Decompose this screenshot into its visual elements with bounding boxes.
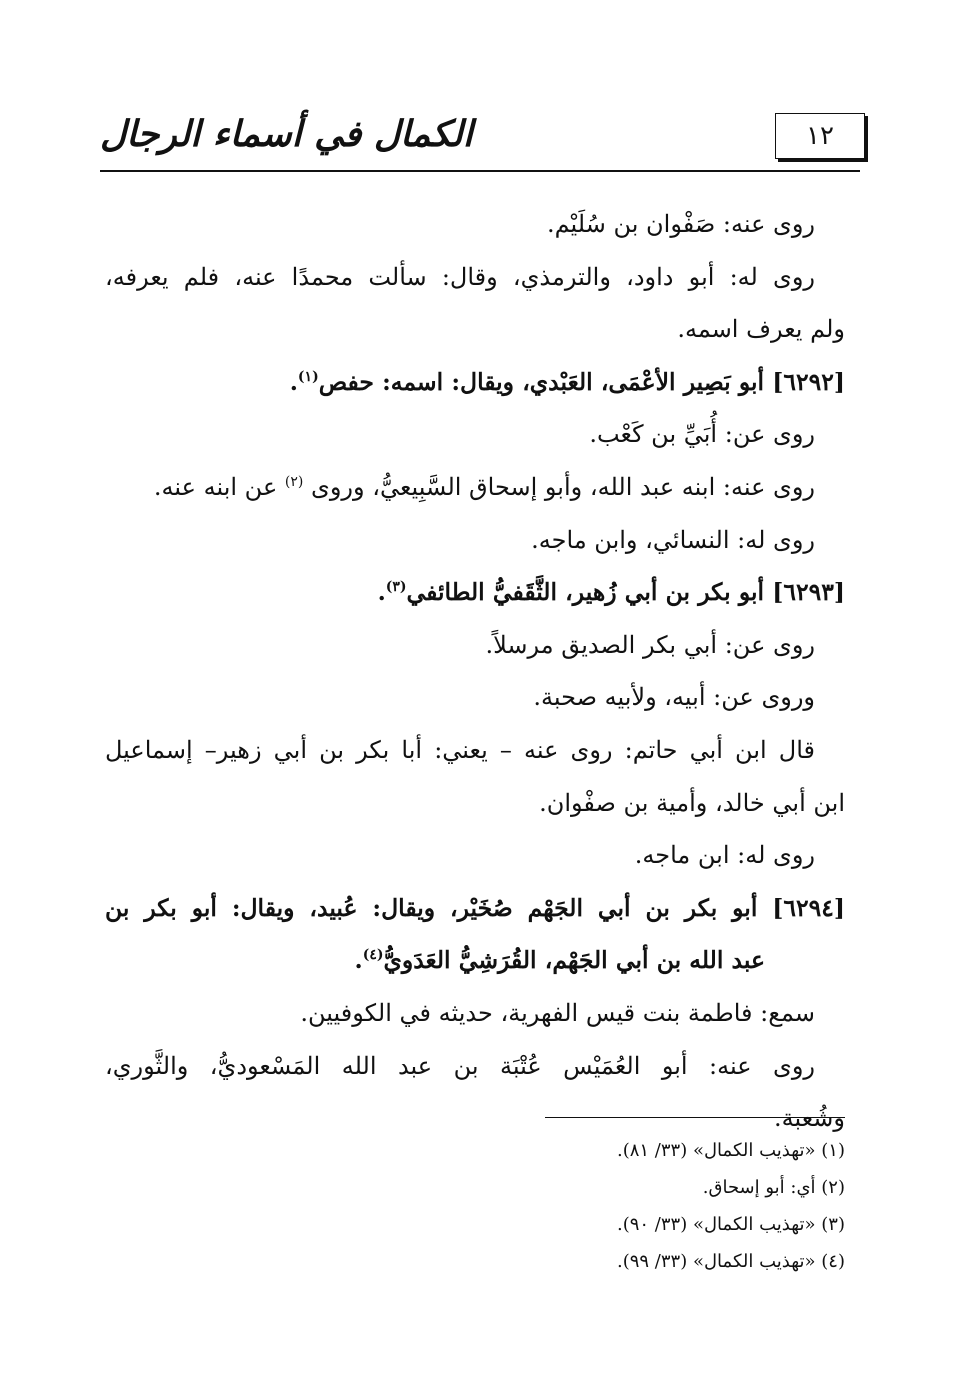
entry-heading-6294-cont [105, 934, 845, 987]
entry-heading-6294: [٦٢٩٤] أبو بكر بن أبي الجَهْم صُخَيْر، ويقال: عُبيد، ويقال: أبو بكر بن [105, 893, 845, 922]
text-line: ابن أبي خالد، وأمية بن صفْوان. [539, 788, 845, 817]
page-number: ١٢ [806, 121, 834, 151]
text-line: روى له: النسائي، وابن ماجه. [531, 525, 815, 554]
entry-heading-6292 [105, 356, 845, 409]
period: . [289, 367, 298, 396]
period: . [354, 946, 363, 975]
text-line: روى عنه: أبو العُمَيْس عُتْبَة بن عبد الله المَسْعوديُّ، والثَّوري، [105, 1051, 815, 1080]
book-title: الكمال في أسماء الرجال [100, 113, 473, 155]
text-line: روى عن: أبي بكر الصديق مرسلاً. [485, 630, 815, 659]
footnote-rule [545, 1117, 845, 1118]
text-line: وشُعبة. [773, 1104, 845, 1133]
text-line: سمع: فاطمة بنت قيس الفهرية، حديثه في الكوفيين. [300, 998, 815, 1027]
page-number-box [775, 113, 865, 159]
entry-heading-6293 [105, 566, 845, 619]
footnote: (١) «تهذيب الكمال» (٣٣/ ٨١). [616, 1140, 845, 1161]
header-rule [100, 170, 860, 172]
text-line: وروى عن: أبيه، ولأبيه صحبة. [533, 683, 815, 712]
text-line: روى له: أبو داود، والترمذي، وقال: سألت محمدًا عنه، فلم يعرفه، [105, 262, 815, 291]
text-segment: عن ابنه عنه. [153, 472, 278, 501]
entry-heading-text: [٦٢٩٢] أبو بَصِير الأعْمَى، العَبْدي، ويقال: اسمه: حفص [318, 367, 845, 396]
footnote-ref-3: (٣) [385, 579, 407, 596]
entry-heading-text: [٦٢٩٣] أبو بكر بن أبي زُهير، الثَّقَفيُّ الطائفي [406, 578, 845, 607]
entry-heading-text: عبد الله بن أبي الجَهْم، القُرَشِيُّ العَدَويُّ [383, 946, 765, 975]
footnote: (٤) «تهذيب الكمال» (٣٣/ ٩٩). [616, 1251, 845, 1272]
footnote-ref-4: (٤) [362, 947, 384, 964]
footnotes [420, 1135, 845, 1283]
text-line: روى عنه: صَفْوان بن سُلَيْم. [546, 210, 815, 238]
period: . [377, 578, 386, 607]
footnote: (٣) «تهذيب الكمال» (٣٣/ ٩٠). [616, 1214, 845, 1235]
text-segment: روى عنه: ابنه عبد الله، وأبو إسحاق السَّبِيعيُّ، وروى [311, 472, 815, 501]
text-line: ولم يعرف اسمه. [677, 315, 845, 344]
footnote-ref-2: (٢) [284, 473, 304, 490]
text-line: قال ابن أبي حاتم: روى عنه – يعني: أبا بكر بن أبي زهير– إسماعيل [105, 735, 815, 764]
footnote-ref-1: (١) [297, 368, 319, 385]
page-header [100, 98, 865, 170]
main-text [105, 198, 845, 1145]
text-line [105, 461, 845, 514]
text-line: روى له: ابن ماجه. [634, 841, 815, 870]
text-line: روى عن: أُبَيِّ بن كَعْب. [589, 420, 815, 449]
footnote: (٢) أي: أبو إسحاق. [702, 1177, 845, 1198]
